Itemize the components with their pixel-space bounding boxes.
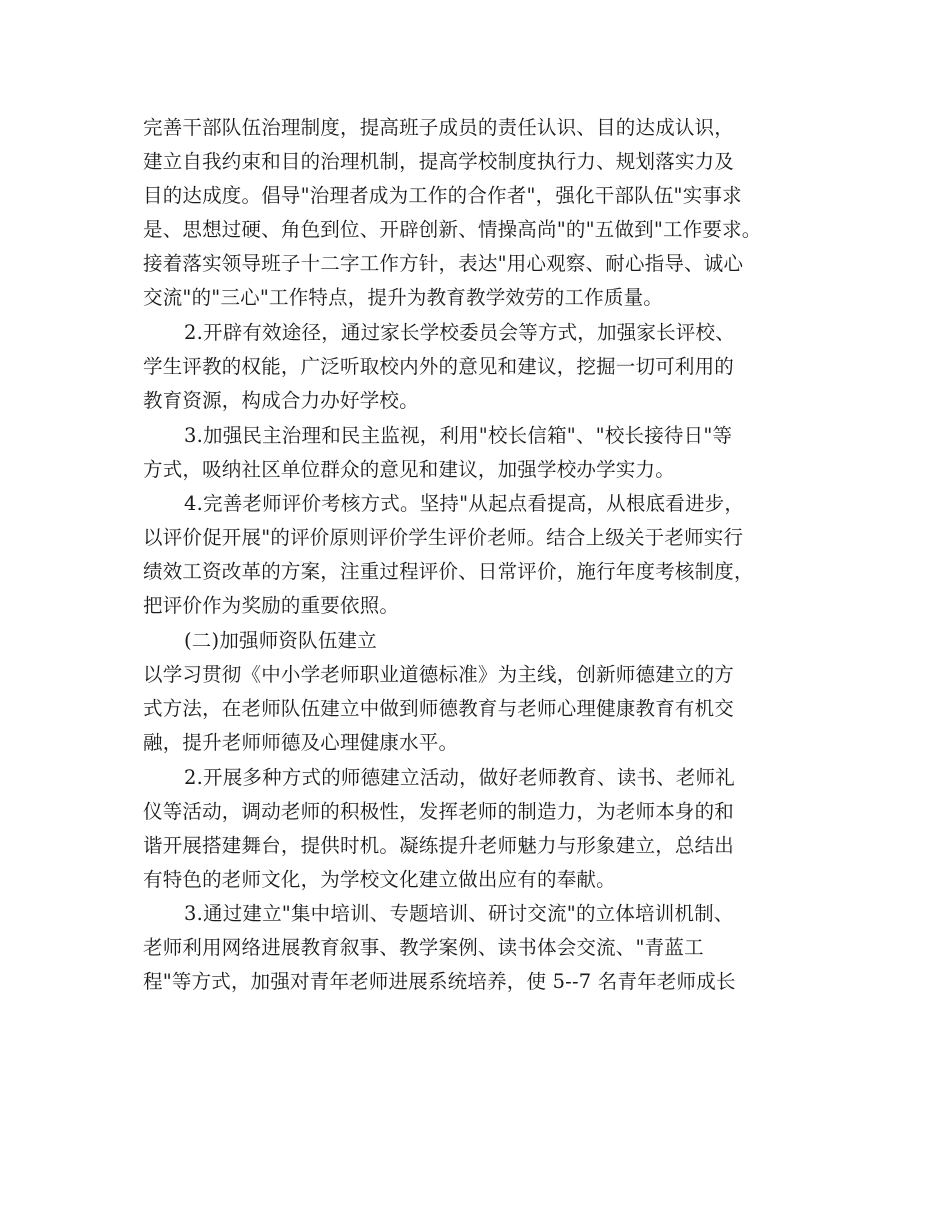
- text-line: 建立自我约束和目的治理机制，提高学校制度执行力、规划落实力及: [143, 150, 735, 173]
- text-line: 学生评教的权能，广泛听取校内外的意见和建议，挖掘一切可利用的: [143, 355, 735, 378]
- text-line: 有特色的老师文化，为学校文化建立做出应有的奉献。: [143, 868, 616, 891]
- text-line: 式方法，在老师队伍建立中做到师德教育与老师心理健康教育有机交: [143, 697, 735, 720]
- paragraph-teacher-ethics: [143, 658, 833, 760]
- text-line: 2.开辟有效途径，通过家长学校委员会等方式，加强家长评校、: [184, 321, 735, 344]
- text-line: 4.完善老师评价考核方式。坚持"从起点看提高，从根底看进步，: [184, 492, 745, 515]
- section-heading-text: (二)加强师资队伍建立: [184, 629, 377, 652]
- paragraph-item-3-training: [143, 897, 833, 999]
- text-line: 以评价促开展"的评价原则评价学生评价老师。结合上级关于老师实行: [143, 526, 744, 549]
- paragraph-item-3-democracy: [143, 419, 833, 487]
- text-line: 方式，吸纳社区单位群众的意见和建议，加强学校办学实力。: [143, 458, 675, 481]
- text-line: 是、思想过硬、角色到位、开辟创新、情操高尚"的"五做到"工作要求。: [143, 218, 762, 241]
- text-line: 绩效工资改革的方案，注重过程评价、日常评价，施行年度考核制度，: [143, 560, 754, 583]
- text-line: 仪等活动，调动老师的积极性，发挥老师的制造力，为老师本身的和: [143, 800, 735, 823]
- paragraph-item-2-parents: [143, 316, 833, 418]
- text-line: 老师利用网络进展教育叙事、教学案例、读书体会交流、"青蓝工: [143, 936, 704, 959]
- text-line: 教育资源，构成合力办好学校。: [143, 389, 419, 412]
- section-heading: [143, 624, 833, 658]
- text-line: 程"等方式，加强对青年老师进展系统培养，使 5--7 名青年老师成长: [143, 970, 736, 993]
- text-line: 接着落实领导班子十二字工作方针，表达"用心观察、耐心指导、诚心: [143, 252, 744, 275]
- paragraph-item-4-evaluation: [143, 487, 833, 623]
- text-line: 以学习贯彻《中小学老师职业道德标准》为主线，创新师德建立的方: [143, 663, 735, 686]
- paragraph-cadre-management: [143, 111, 833, 315]
- text-line: 把评价作为奖励的重要依照。: [143, 594, 400, 617]
- text-line: 2.开展多种方式的师德建立活动，做好老师教育、读书、老师礼: [184, 766, 735, 789]
- text-line: 3.通过建立"集中培训、专题培训、研讨交流"的立体培训机制、: [184, 902, 734, 925]
- text-line: 目的达成度。倡导"治理者成为工作的合作者"，强化干部队伍"实事求: [143, 184, 742, 207]
- text-line: 融，提升老师师德及心理健康水平。: [143, 731, 459, 754]
- paragraph-item-2-activities: [143, 761, 833, 897]
- text-line: 3.加强民主治理和民主监视，利用"校长信箱"、"校长接待日"等: [184, 424, 733, 447]
- text-line: 谐开展搭建舞台，提供时机。凝练提升老师魅力与形象建立，总结出: [143, 834, 735, 857]
- text-line: 交流"的"三心"工作特点，提升为教育教学效劳的工作质量。: [143, 286, 664, 309]
- text-line: 完善干部队伍治理制度，提高班子成员的责任认识、目的达成认识，: [143, 116, 735, 139]
